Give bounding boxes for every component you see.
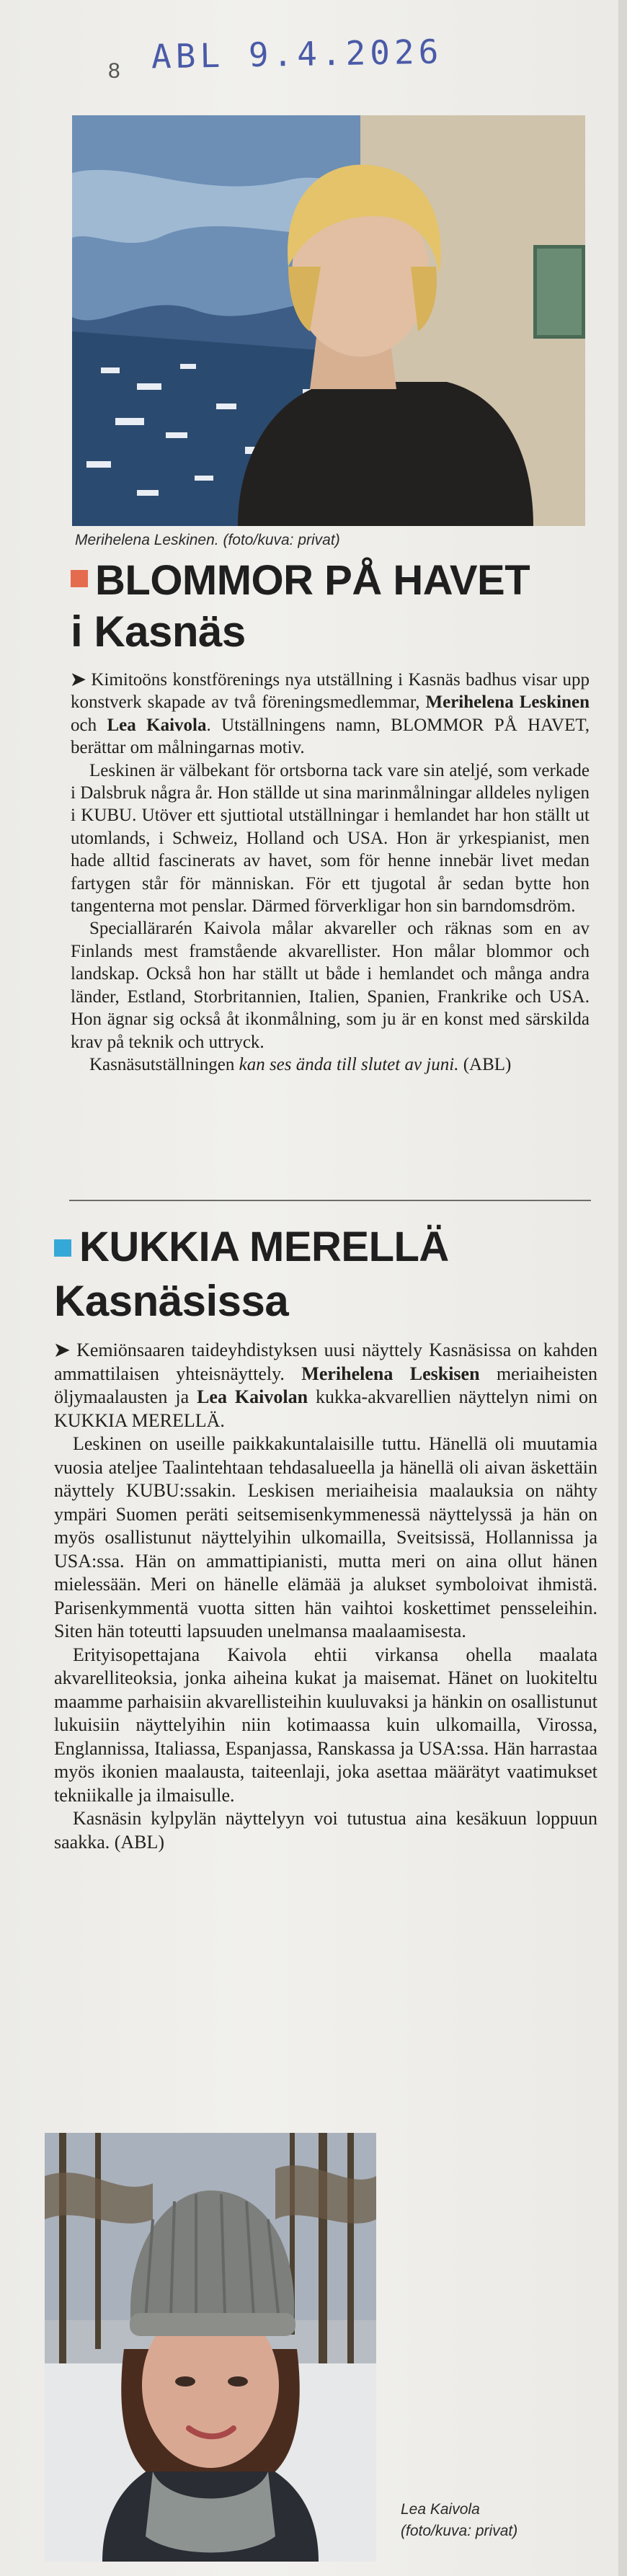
photo-caption-kaivola: Lea Kaivola (foto/kuva: privat)	[401, 2501, 518, 2539]
section-divider	[69, 1200, 591, 1201]
swedish-section-marker	[71, 570, 88, 587]
photo-lea-kaivola	[45, 2133, 376, 2562]
paragraph: ➤ Kemiönsaaren taideyhdistyksen uusi näyttely Kasnäsissa on kahden ammattilaisen yhteisnäyttely. Merihelena Leskisen meriaiheisten öljymaalausten ja Lea Kaivolan kukka-akvarellien näyttelyn nimi on KUKKIA MERELLÄ.	[54, 1340, 598, 1431]
article-body-swedish	[71, 669, 590, 1076]
paragraph: Kasnäsin kylpylän näyttelyyn voi tutustua aina kesäkuun loppuun saakka. (ABL)	[54, 1808, 597, 1853]
subheadline-finnish: Kasnäsissa	[54, 1277, 289, 1325]
handwritten-date-note: ABL 9.4.2026	[151, 32, 443, 76]
arrow-bullet-icon: ➤	[54, 1340, 70, 1360]
article-body-finnish	[54, 1339, 597, 1854]
artist-name: Lea Kaivola	[107, 715, 207, 735]
paragraph: Leskinen är välbekant för ortsborna tack vare sin ateljé, som verkade i Dalsbruk några år. Hon ställde ut sina marinmålningar alldeles nyligen i KUBU. Utöver ett sjuttiotal utställningar i hemlandet har hon ställt ut utomlands, i Schweiz, Holland och USA. Hon är yrkespianist, men hade alltid fascinerats av havet, som för henne innebär livet medan fartygen står för människan. För ett tjugotal år sedan bytte hon tangenterna mot penslar. Därmed förverkligar hon sin barndomsdröm.	[71, 760, 590, 917]
artist-name: Merihelena Leskinen	[425, 692, 590, 713]
paragraph: ➤ Kimitoöns konstförenings nya utställning i Kasnäs badhus visar upp konstverk skapade av två föreningsmedlemmar, Merihelena Leskinen och Lea Kaivola. Utställningens namn, BLOMMOR PÅ HAVET, berättar om målningarnas motiv.	[71, 670, 590, 758]
paragraph: Leskinen on useille paikkakuntalaisille tuttu. Hänellä oli muutamia vuosia ateljee Taalintehtaan tehdasalueella ja hänellä oli aivan äskettäin näyttely KUBU:ssakin. Leskisen meriaiheisia maalauksia on nähty ympäri Suomen peräti seitsemisenkymmenessä näyttelyssä ja hän on myös osallistunut näyttelyihin ulkomailla, Sveitsissä, Hollannissa ja USA:ssa. Hän on ammattipianisti, mutta meri on aina ollut hänen mielessään. Meri on hänelle elämää ja alukset symboloivat ihmistä. Parisenkymmentä vuotta sitten hän vaihtoi koskettimet pensseleihin. Siten hän toteutti lapsuuden unelmansa maalaamisesta.	[54, 1433, 597, 1641]
paragraph: Erityisopettajana Kaivola ehtii virkansa ohella maalata akvarelliteoksia, jonka aiheina kukat ja maisemat. Hänet on luokiteltu maamme parhaisiin akvarellisteihin kuuluvaksi ja hänkin on osallistunut lukuisiin näyttelyihin niin kotimaassa kuin ulkomailla, Virossa, Englannissa, Italiassa, Espanjassa, Ranskassa ja USA:ssa. Hän harrastaa myös ikonien maalausta, taiteenlaji, joka asettaa määrätyt vaatimukset tekniikalle ja ilmaisulle.	[54, 1644, 597, 1806]
paragraph: Kasnäsutställningen kan ses ända till slutet av juni. (ABL)	[89, 1054, 512, 1074]
photo-caption-leskinen: Merihelena Leskinen. (foto/kuva: privat)	[75, 532, 340, 548]
artist-name: Lea Kaivolan	[197, 1386, 308, 1407]
photo-merihelena-leskinen	[72, 115, 585, 526]
paragraph: Speciallärarén Kaivola målar akvareller och räknas som en av Finlands mest framstående akvarellister. Hon målar blommor och landskap. Också hon har ställt ut både i hemlandet och många andra länder, Estland, Storbritannien, Italien, Spanien, Frankrike och USA. Hon ägnar sig också åt ikonmålning, som ju är en konst med särskilda krav på teknik och uttryck.	[71, 919, 590, 1052]
arrow-bullet-icon: ➤	[71, 670, 86, 690]
page-edge	[618, 0, 627, 2576]
finnish-section-marker	[54, 1239, 71, 1257]
subheadline-swedish: i Kasnäs	[71, 607, 246, 656]
page-number: 8	[108, 59, 120, 83]
headline-finnish: KUKKIA MERELLÄ	[79, 1224, 449, 1270]
headline-swedish: BLOMMOR PÅ HAVET	[95, 557, 530, 604]
artist-name: Merihelena Leskisen	[301, 1363, 480, 1384]
